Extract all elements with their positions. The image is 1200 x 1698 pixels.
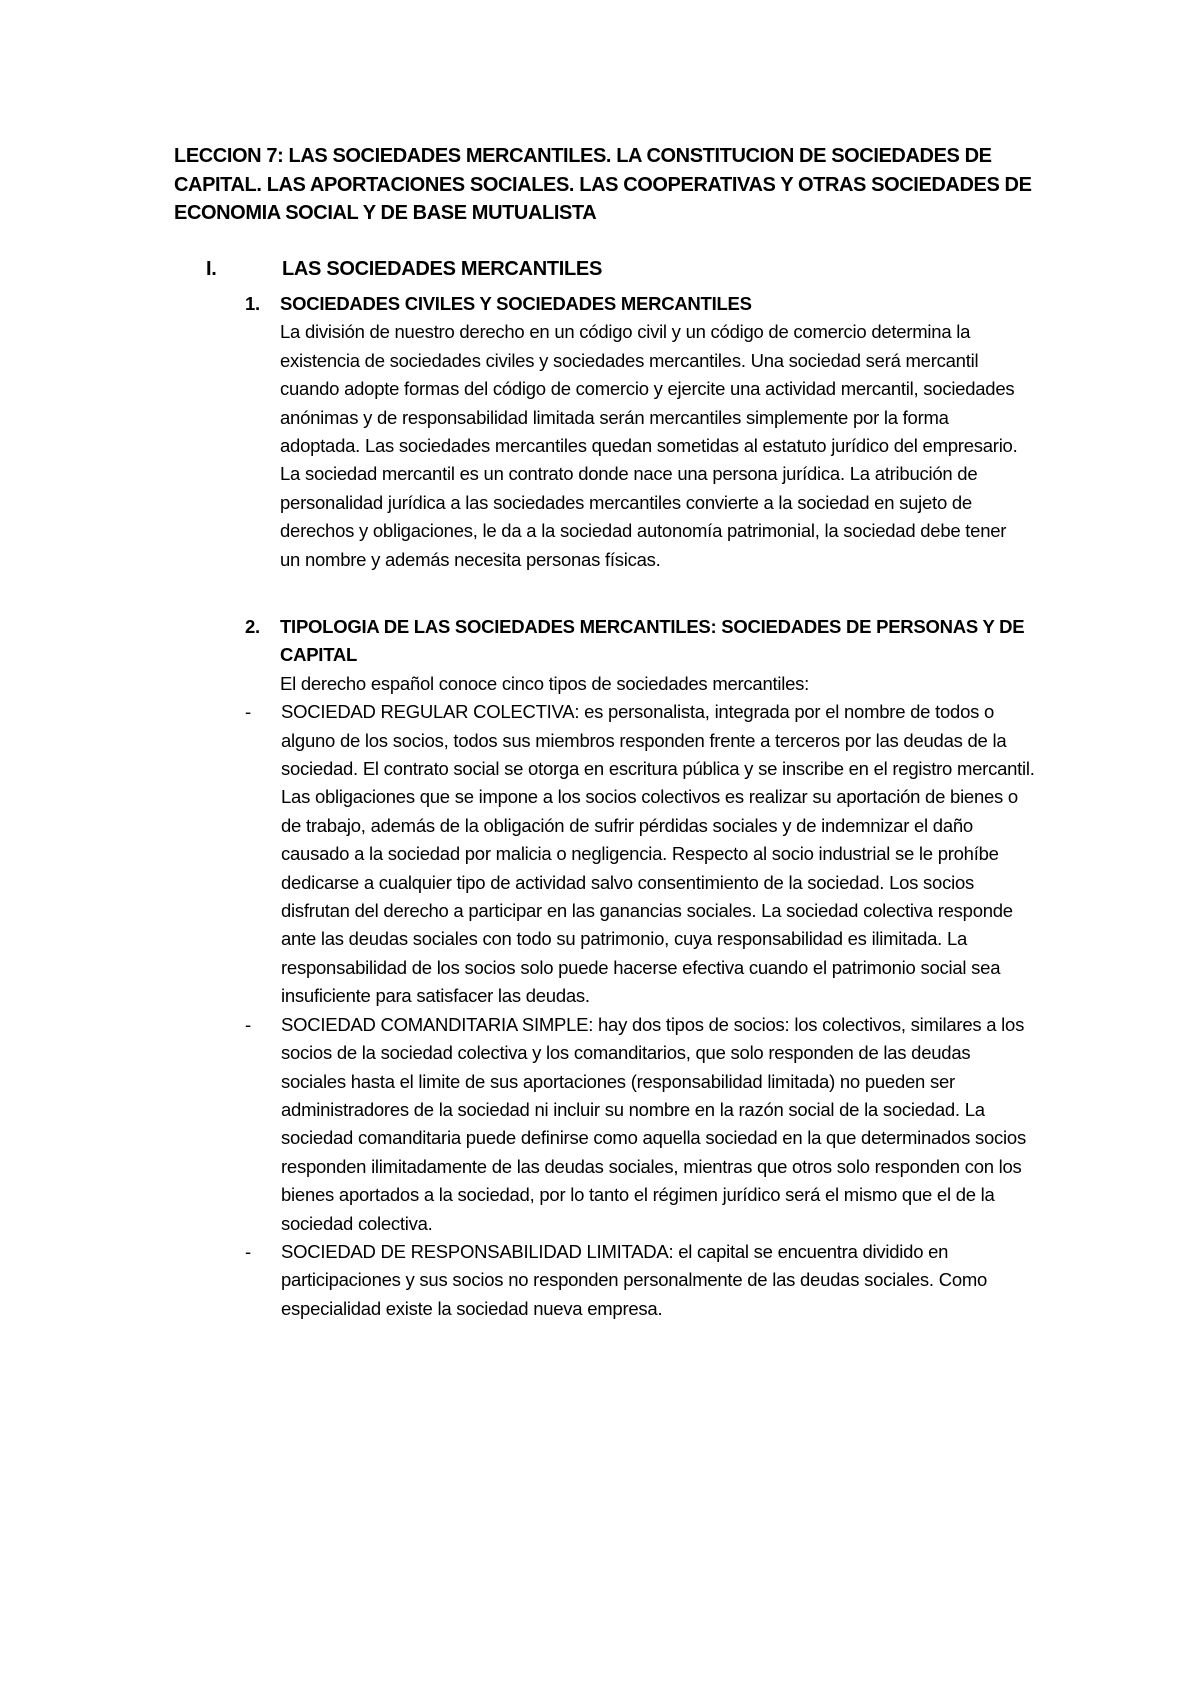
list-item (245, 1238, 1040, 1323)
list-item (245, 698, 1040, 1010)
list-item-text: SOCIEDAD COMANDITARIA SIMPLE: hay dos tipos de socios: los colectivos, similares a los socios de la sociedad colectiva y los comanditarios, que solo responden de las deudas sociales hasta el limite de sus aportaciones (responsabilidad limitada) no pueden ser administradores de la sociedad ni incluir su nombre en la razón social de la sociedad. La sociedad comanditaria puede definirse como aquella sociedad en la que determinados socios responden ilimitadamente de las deudas sociales, mientras que otros solo responden con los bienes aportados a la sociedad, por lo tanto el régimen jurídico será el mismo que el de la sociedad colectiva. (281, 1013, 1026, 1234)
section-number: 2. (245, 616, 260, 637)
list-item-text: SOCIEDAD REGULAR COLECTIVA: es personalista, integrada por el nombre de todos o alguno de los socios, todos sus miembros responden frente a terceros por las deudas de la sociedad. El contrato social se otorga en escritura pública y se inscribe en el registro mercantil. Las obligaciones que se impone a los socios colectivos es realizar su aportación de bienes o de trabajo, además de la obligación de sufrir pérdidas sociales y de indemnizar el daño causado a la sociedad por malicia o negligencia. Respecto al socio industrial se le prohíbe dedicarse a cualquier tipo de actividad salvo consentimiento de la sociedad. Los socios disfrutan del derecho a participar en las ganancias sociales. La sociedad colectiva responde ante las deudas sociales con todo su patrimonio, cuya responsabilidad es ilimitada. La responsabilidad de los socios solo puede hacerse efectiva cuando el patrimonio social sea insuficiente para satisfacer las deudas. (281, 701, 1035, 1007)
section-1 (245, 290, 1030, 574)
dash-marker: - (245, 1240, 251, 1262)
heading-1-number: I. (206, 258, 217, 280)
dash-marker: - (245, 1013, 251, 1035)
list-item (245, 1011, 1040, 1238)
section-body: El derecho español conoce cinco tipos de sociedades mercantiles: (280, 672, 810, 694)
section-2 (245, 613, 1040, 1323)
section-number: 1. (245, 293, 260, 314)
dash-marker: - (245, 701, 251, 723)
page-title: LECCION 7: LAS SOCIEDADES MERCANTILES. LA CONSTITUCION DE SOCIEDADES DE CAPITAL. LAS APORTACIONES SOCIALES. LAS COOPERATIVAS Y OTRAS SOCIEDADES DE ECONOMIA SOCIAL Y DE BASE MUTUALISTA (174, 145, 1032, 224)
bullet-list (245, 698, 1040, 1323)
heading-1-text: LAS SOCIEDADES MERCANTILES (282, 258, 603, 280)
section-heading: SOCIEDADES CIVILES Y SOCIEDADES MERCANTILES (280, 293, 752, 314)
list-item-text: SOCIEDAD DE RESPONSABILIDAD LIMITADA: el capital se encuentra dividido en participaciones y sus socios no responden personalmente de las deudas sociales. Como especialidad existe la sociedad nueva empresa. (281, 1240, 988, 1319)
section-body: La división de nuestro derecho en un código civil y un código de comercio determina la existencia de sociedades civiles y sociedades mercantiles. Una sociedad será mercantil cuando adopte formas del código de comercio y ejercite una actividad mercantil, sociedades anónimas y de responsabilidad limitada serán mercantiles simplemente por la forma adoptada. Las sociedades mercantiles quedan sometidas al estatuto jurídico del empresario. La sociedad mercantil es un contrato donde nace una persona jurídica. La atribución de personalidad jurídica a las sociedades mercantiles convierte a la sociedad en sujeto de derechos y obligaciones, le da a la sociedad autonomía patrimonial, la sociedad debe tener un nombre y además necesita personas físicas. (280, 321, 1018, 570)
section-heading: TIPOLOGIA DE LAS SOCIEDADES MERCANTILES: SOCIEDADES DE PERSONAS Y DE CAPITAL (280, 616, 1025, 666)
